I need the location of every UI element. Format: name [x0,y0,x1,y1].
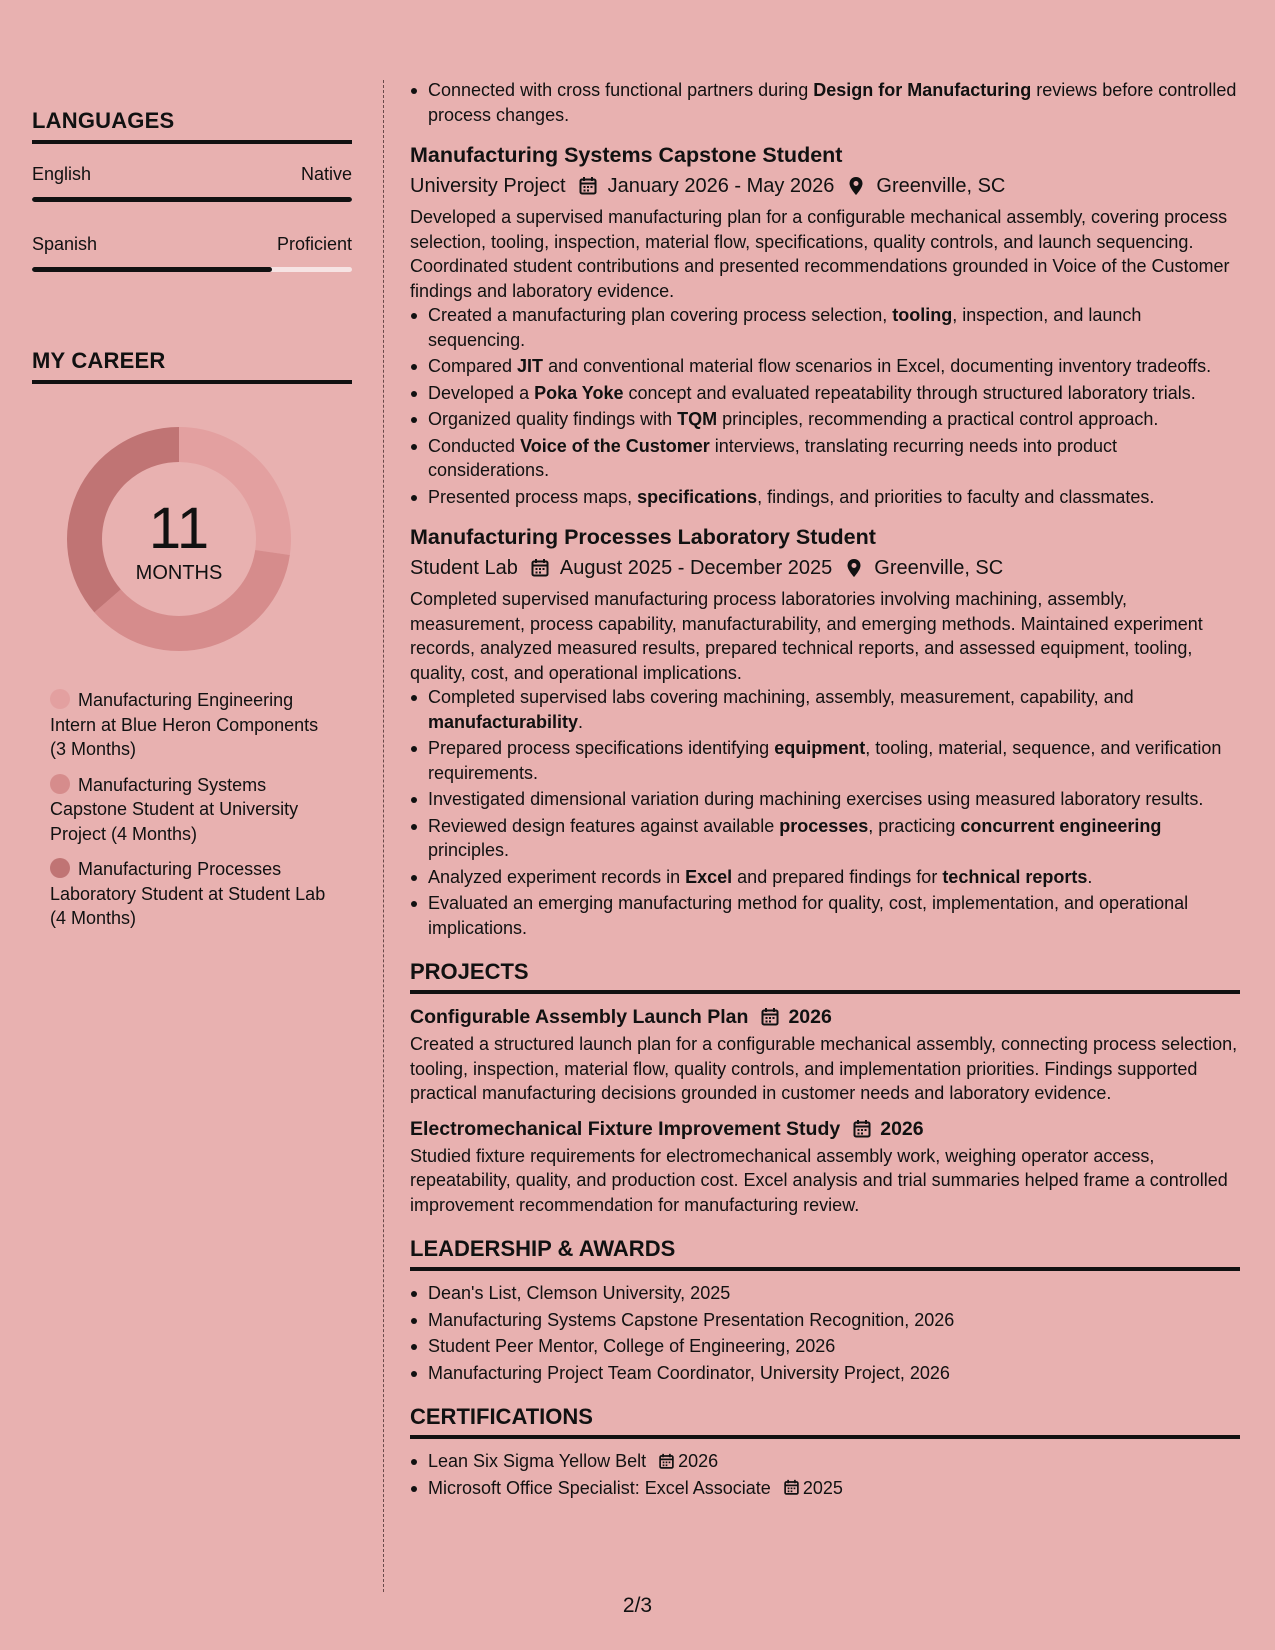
project-year: 2026 [880,1117,924,1140]
project-item [410,1004,1240,1106]
language-name: Spanish [32,234,98,254]
languages-heading: LANGUAGES [32,108,352,144]
language-name: English [32,164,92,184]
certifications-list [410,1449,1240,1500]
legend-dot [50,774,70,794]
calendar-icon [530,558,550,578]
list-item: Organized quality findings with TQM principles, recommending a practical control approach. [410,407,1240,432]
list-item: Manufacturing Systems Capstone Presentation Recognition, 2026 [410,1308,1240,1333]
job-bullets [410,685,1240,940]
calendar-icon [578,176,598,196]
job-bullets [410,303,1240,509]
job-title: Manufacturing Processes Laboratory Student [410,525,876,549]
language-proficiency-fill [32,267,272,272]
list-item: Developed a Poka Yoke concept and evaluated repeatability through structured laboratory trials. [410,381,1240,406]
cert-year: 2026 [678,1451,719,1471]
career-legend-item: Manufacturing Processes Laboratory Student at Student Lab (4 Months) [50,859,326,928]
list-item: Analyzed experiment records in Excel and prepared findings for technical reports. [410,865,1240,890]
legend-dot [50,689,70,709]
list-item: Created a manufacturing plan covering process selection, tooling, inspection, and launch sequencing. [410,303,1240,352]
job0-bullets [410,78,1240,127]
calendar-icon [783,1479,800,1496]
location-pin-icon [846,176,866,196]
page-number: 2/3 [622,1594,653,1617]
list-item: Manufacturing Project Team Coordinator, University Project, 2026 [410,1361,1240,1386]
language-proficiency-bar [32,197,352,202]
list-item: Prepared process specifications identifying equipment, tooling, material, sequence, and verification requirements. [410,736,1240,785]
project-description: Created a structured launch plan for a configurable mechanical assembly, connecting process selection, tooling, inspection, material flow, quality controls, and implementation priorities. Findings supported practical manufacturing decisions grounded in customer needs and laboratory evidence. [410,1034,1238,1103]
awards-list [410,1281,1240,1385]
cert-name: Lean Six Sigma Yellow Belt [428,1451,647,1471]
language-level: Proficient [276,234,352,254]
job-org: University Project [410,175,566,197]
career-heading: MY CAREER [32,348,352,384]
job-meta [410,173,1240,199]
career-legend [50,688,330,931]
list-item [410,1449,1240,1474]
projects-heading: PROJECTS [410,958,1240,994]
list-item: Conducted Voice of the Customer interviews, translating recurring needs into product considerations. [410,434,1240,483]
awards-heading: LEADERSHIP & AWARDS [410,1235,1240,1271]
list-item: Investigated dimensional variation during machining exercises using measured laboratory results. [410,787,1240,812]
cert-year: 2025 [802,1477,843,1498]
language-spanish [32,234,352,272]
calendar-icon [658,1453,675,1470]
job-org: Student Lab [410,557,518,579]
career-legend-item: Manufacturing Systems Capstone Student at University Project (4 Months) [50,774,299,844]
job-title: Manufacturing Systems Capstone Student [410,143,843,167]
career-legend-item: Manufacturing Engineering Intern at Blue Heron Components (3 Months) [50,690,319,759]
list-item: Compared JIT and conventional material flow scenarios in Excel, documenting inventory tradeoffs. [410,354,1240,379]
language-english [32,164,352,202]
job-summary: Completed supervised manufacturing process laboratories involving machining, assembly, measurement, process capability, manufacturability, and emerging methods. Maintained experiment records, analyzed measured results, prepared technical reports, and assessed equipment, tooling, quality, cost, and operational implications. [410,589,1203,683]
list-item: Connected with cross functional partners during Design for Manufacturing reviews before controlled process changes. [410,78,1240,127]
list-item: Reviewed design features against available processes, practicing concurrent engineering principles. [410,814,1240,863]
job-meta [410,555,1240,581]
language-proficiency-fill [32,197,352,202]
project-description: Studied fixture requirements for electromechanical assembly work, weighing operator access, repeatability, quality, and production cost. Excel analysis and trial summaries helped frame a controlled improvement recommendation for manufacturing review. [410,1145,1228,1215]
cert-name: Microsoft Office Specialist: Excel Associate [428,1477,771,1498]
main-content [410,78,1240,1502]
project-item [410,1116,1240,1218]
column-divider [383,80,384,1592]
project-year: 2026 [788,1006,832,1028]
project-title: Electromechanical Fixture Improvement Study [410,1117,841,1140]
list-item: Evaluated an emerging manufacturing method for quality, cost, implementation, and operational implications. [410,891,1240,940]
legend-dot [50,858,70,878]
list-item [410,1476,1240,1501]
job-location: Greenville, SC [874,557,1004,579]
job-summary: Developed a supervised manufacturing plan for a configurable mechanical assembly, covering process selection, tooling, inspection, material flow, specifications, quality controls, and launch sequencing. Coordinated student contributions and presented recommendations grounded in Voice of the Customer findings and laboratory evidence. [410,207,1230,301]
job-dates: August 2025 - December 2025 [559,557,833,579]
location-pin-icon [844,558,864,578]
list-item: Dean's List, Clemson University, 2025 [410,1281,1240,1306]
list-item: Completed supervised labs covering machining, assembly, measurement, capability, and manufacturability. [410,685,1240,734]
career-donut-chart [64,424,294,654]
language-level: Native [300,164,352,184]
calendar-icon [852,1119,872,1139]
job-dates: January 2026 - May 2026 [607,175,835,197]
job-capstone [410,141,1240,509]
sidebar [32,0,352,942]
job-location: Greenville, SC [876,175,1006,197]
calendar-icon [760,1007,780,1027]
list-item: Presented process maps, specifications, findings, and priorities to faculty and classmates. [410,485,1240,510]
certifications-heading: CERTIFICATIONS [410,1403,1240,1439]
project-title: Configurable Assembly Launch Plan [410,1006,749,1028]
list-item: Student Peer Mentor, College of Engineering, 2026 [410,1334,1240,1359]
job-laboratory [410,523,1240,940]
career-total: 11 [148,495,210,561]
career-unit: MONTHS [135,561,223,584]
language-proficiency-bar [32,267,352,272]
